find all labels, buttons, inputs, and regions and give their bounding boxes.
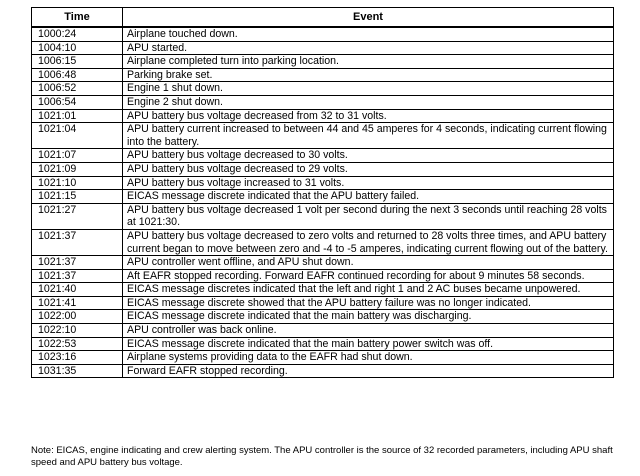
time-cell: 1021:37 — [32, 229, 123, 255]
time-cell: 1031:35 — [32, 364, 123, 378]
table-row — [32, 149, 614, 163]
table-row — [32, 229, 614, 255]
time-cell: 1022:10 — [32, 324, 123, 338]
event-cell: Airplane touched down. — [123, 27, 614, 41]
table-row — [32, 95, 614, 109]
event-cell: APU battery bus voltage decreased to 29 volts. — [123, 162, 614, 176]
table-row — [32, 364, 614, 378]
time-cell: 1006:52 — [32, 82, 123, 96]
event-cell: Engine 1 shut down. — [123, 82, 614, 96]
time-cell: 1021:15 — [32, 190, 123, 204]
event-cell: EICAS message discrete indicated that the APU battery failed. — [123, 190, 614, 204]
time-cell: 1021:10 — [32, 176, 123, 190]
table-row — [32, 256, 614, 270]
table-row — [32, 310, 614, 324]
event-column-header: Event — [123, 8, 614, 28]
time-cell: 1006:54 — [32, 95, 123, 109]
table-row — [32, 203, 614, 229]
table-row — [32, 351, 614, 365]
time-cell: 1021:37 — [32, 256, 123, 270]
table-row — [32, 27, 614, 41]
event-cell: APU battery current increased to between 44 and 45 amperes for 4 seconds, indicating current flowing into the battery. — [123, 123, 614, 149]
event-timeline-table — [31, 7, 614, 378]
table-row — [32, 269, 614, 283]
event-cell: APU controller was back online. — [123, 324, 614, 338]
time-cell: 1021:07 — [32, 149, 123, 163]
event-cell: Parking brake set. — [123, 68, 614, 82]
table-row — [32, 296, 614, 310]
table-row — [32, 82, 614, 96]
table-row — [32, 283, 614, 297]
event-cell: Aft EAFR stopped recording. Forward EAFR continued recording for about 9 minutes 58 seconds. — [123, 269, 614, 283]
time-cell: 1021:37 — [32, 269, 123, 283]
event-cell: Airplane systems providing data to the EAFR had shut down. — [123, 351, 614, 365]
time-cell: 1006:48 — [32, 68, 123, 82]
table-row — [32, 324, 614, 338]
time-cell: 1006:15 — [32, 55, 123, 69]
event-cell: APU battery bus voltage decreased from 32 to 31 volts. — [123, 109, 614, 123]
table-row — [32, 162, 614, 176]
event-cell: EICAS message discrete indicated that the main battery power switch was off. — [123, 337, 614, 351]
time-cell: 1021:04 — [32, 123, 123, 149]
table-row — [32, 55, 614, 69]
time-cell: 1004:10 — [32, 41, 123, 55]
table-row — [32, 190, 614, 204]
event-cell: APU started. — [123, 41, 614, 55]
time-cell: 1000:24 — [32, 27, 123, 41]
time-column-header: Time — [32, 8, 123, 28]
time-cell: 1021:27 — [32, 203, 123, 229]
event-cell: Engine 2 shut down. — [123, 95, 614, 109]
table-header-row — [32, 8, 614, 28]
event-cell: APU battery bus voltage increased to 31 volts. — [123, 176, 614, 190]
event-cell: EICAS message discretes indicated that the left and right 1 and 2 AC buses became unpowered. — [123, 283, 614, 297]
table-row — [32, 109, 614, 123]
event-cell: APU battery bus voltage decreased 1 volt per second during the next 3 seconds until reaching 28 volts at 1021:30. — [123, 203, 614, 229]
time-cell: 1023:16 — [32, 351, 123, 365]
time-cell: 1022:53 — [32, 337, 123, 351]
event-cell: EICAS message discrete indicated that the main battery was discharging. — [123, 310, 614, 324]
table-row — [32, 41, 614, 55]
event-cell: Forward EAFR stopped recording. — [123, 364, 614, 378]
time-cell: 1021:09 — [32, 162, 123, 176]
event-cell: EICAS message discrete showed that the APU battery failure was no longer indicated. — [123, 296, 614, 310]
event-cell: Airplane completed turn into parking location. — [123, 55, 614, 69]
table-row — [32, 176, 614, 190]
table-body — [32, 27, 614, 378]
time-cell: 1022:00 — [32, 310, 123, 324]
event-cell: APU battery bus voltage decreased to zero volts and returned to 28 volts three times, and APU battery current began to move between zero and -4 to -5 amperes, indicating current flowing out of the battery. — [123, 229, 614, 255]
time-cell: 1021:41 — [32, 296, 123, 310]
table-row — [32, 123, 614, 149]
table-note: Note: EICAS, engine indicating and crew alerting system. The APU controller is the source of 32 recorded parameters, including APU shaft speed and APU battery bus voltage. — [31, 445, 613, 468]
table-row — [32, 337, 614, 351]
event-cell: APU battery bus voltage decreased to 30 volts. — [123, 149, 614, 163]
table-row — [32, 68, 614, 82]
event-cell: APU controller went offline, and APU shut down. — [123, 256, 614, 270]
time-cell: 1021:01 — [32, 109, 123, 123]
time-cell: 1021:40 — [32, 283, 123, 297]
